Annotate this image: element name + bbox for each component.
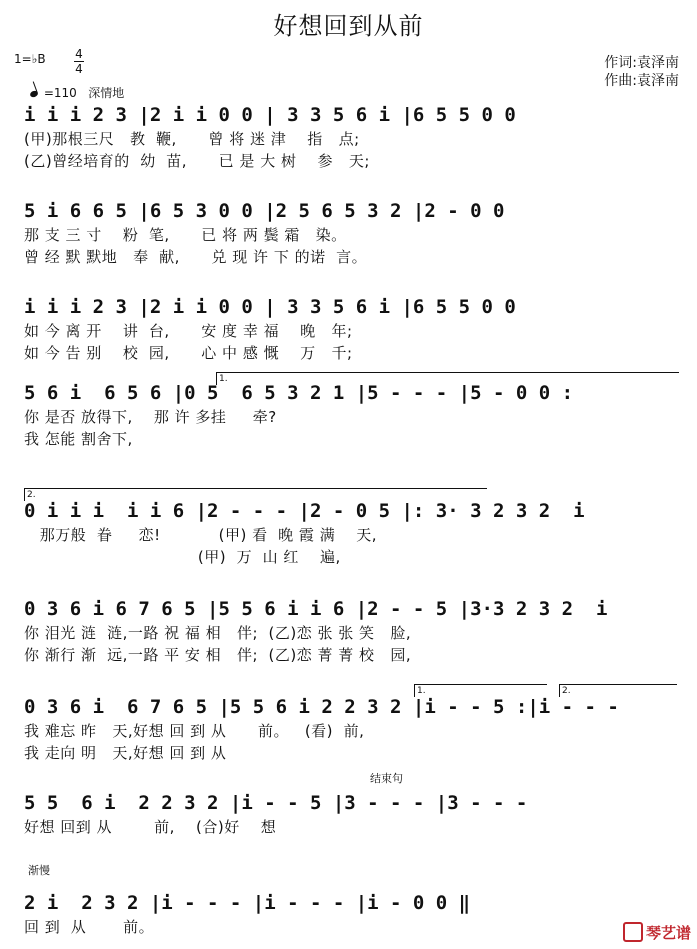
coda-marker: 结束句	[370, 772, 403, 785]
system-9	[24, 864, 674, 938]
system-6	[24, 596, 674, 666]
key-text: 1=♭B	[14, 52, 46, 66]
time-bottom: 4	[75, 62, 83, 76]
volta-bracket: 2.	[24, 488, 487, 501]
lyric-line: 曾 经 默 默地 奉 献, 兑 现 许 下 的诺 言。	[24, 248, 368, 266]
notes-line: 0 i i i i i 6 |2 - - - |2 - 0 5 |: 3· 3 2 3 2 i	[24, 500, 585, 522]
system-4	[24, 374, 674, 450]
watermark-text: 琴艺谱	[645, 924, 691, 942]
lyric-line: 那万般 眷 恋! (甲) 看 晚 霞 满 天,	[24, 526, 378, 544]
lyricist: 作词:袁泽南	[604, 55, 679, 71]
lyric-line: 我 走向 明 天,好想 回 到 从	[24, 744, 227, 762]
lyric-line: 如 今 告 别 校 园, 心 中 感 慨 万 千;	[24, 344, 353, 362]
notes-line: 0 3 6 i 6 7 6 5 |5 5 6 i 2 2 3 2 |i - - 5 :|i - - -	[24, 696, 619, 718]
notes-line: 0 3 6 i 6 7 6 5 |5 5 6 i i 6 |2 - - 5 |3·3 2 3 2 i	[24, 598, 608, 620]
system-5	[24, 490, 674, 568]
volta-bracket-2: 2.	[559, 684, 677, 697]
tempo-expression: 深情地	[88, 86, 125, 100]
system-7	[24, 686, 674, 764]
notes-line: 2 i 2 3 2 |i - - - |i - - - |i - 0 0 ‖	[24, 892, 471, 914]
lyric-line: 如 今 离 开 讲 台, 安 度 幸 福 晚 年;	[24, 322, 353, 340]
lyric-line: 那 支 三 寸 粉 笔, 已 将 两 鬓 霜 染。	[24, 226, 347, 244]
lyric-line: 我 难忘 昨 天,好想 回 到 从 前。 (看) 前,	[24, 722, 365, 740]
watermark	[623, 922, 691, 943]
lyric-line: 好想 回到 从 前, (合)好 想	[24, 818, 277, 836]
composer: 作曲:袁泽南	[604, 73, 679, 89]
lyric-line: (甲) 万 山 红 遍,	[24, 548, 341, 566]
system-2	[24, 198, 674, 268]
lyric-line: 我 怎能 割舍下,	[24, 430, 133, 448]
logo-icon	[623, 922, 643, 942]
lyric-line: 你 泪光 涟 涟,一路 祝 福 相 伴; (乙)恋 张 张 笑 脸,	[24, 624, 412, 642]
tempo-bpm: =110	[43, 86, 77, 100]
lyric-line: (甲)那根三尺 教 鞭, 曾 将 迷 津 指 点;	[24, 130, 360, 148]
lyric-line: 回 到 从 前。	[24, 918, 155, 936]
volta-bracket-1: 1.	[414, 684, 547, 697]
ritardando-marker: 渐慢	[28, 864, 50, 877]
notes-line: 5 6 i 6 5 6 |0 5 6 5 3 2 1 |5 - - - |5 - 0 0 :	[24, 382, 574, 404]
lyric-line: 你 渐行 渐 远,一路 平 安 相 伴; (乙)恋 菁 菁 校 园,	[24, 646, 412, 664]
song-title: 好想回到从前	[273, 12, 424, 40]
lyric-line: (乙)曾经培育的 幼 苗, 已 是 大 树 参 天;	[24, 152, 370, 170]
system-8	[24, 772, 674, 838]
system-1	[24, 102, 674, 172]
notes-line: 5 5 6 i 2 2 3 2 |i - - 5 |3 - - - |3 - - -	[24, 792, 528, 814]
notes-line: i i i 2 3 |2 i i 0 0 | 3 3 5 6 i |6 5 5 0 0	[24, 104, 516, 126]
notes-line: 5 i 6 6 5 |6 5 3 0 0 |2 5 6 5 3 2 |2 - 0 0	[24, 200, 505, 222]
time-top: 4	[75, 47, 83, 61]
notes-line: i i i 2 3 |2 i i 0 0 | 3 3 5 6 i |6 5 5 0 0	[24, 296, 516, 318]
tempo-marking	[30, 84, 124, 101]
credits	[604, 54, 679, 90]
quarter-note-icon	[29, 90, 39, 98]
volta-bracket: 1.	[216, 372, 679, 385]
time-signature	[74, 48, 84, 75]
lyric-line: 你 是否 放得下, 那 许 多挂 牵?	[24, 408, 277, 426]
system-3	[24, 294, 674, 364]
